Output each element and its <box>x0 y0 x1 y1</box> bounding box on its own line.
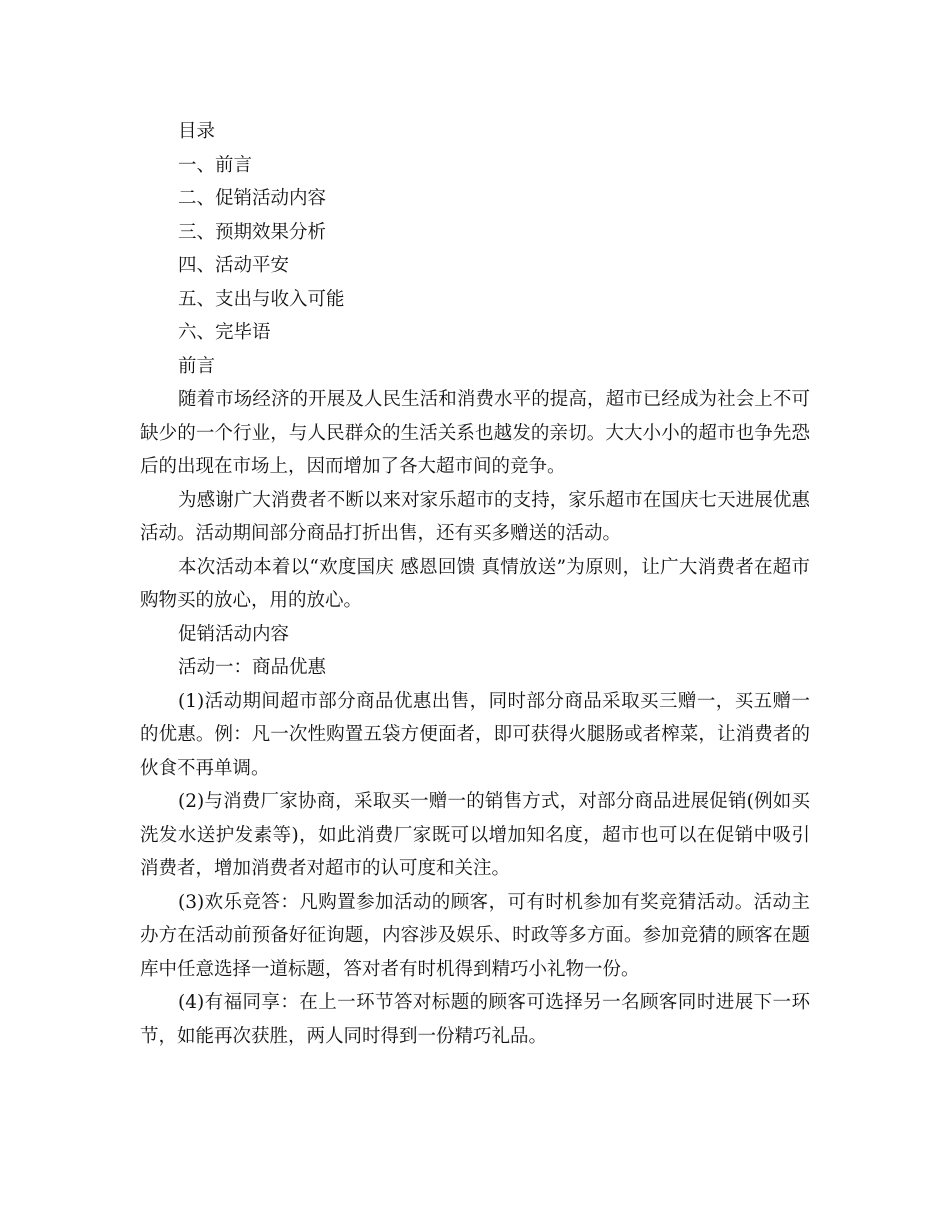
section-heading-preface: 前言 <box>178 355 216 377</box>
document-body <box>140 115 810 1053</box>
paragraph: 随着市场经济的开展及人民生活和消费水平的提高，超市已经成为社会上不可缺少的一个行业，与人民群众的生活关系也越发的亲切。大大小小的超市也争先恐后的出现在市场上，因而增加了各大超市间的竞争。 <box>140 389 810 477</box>
toc-title: 目录 <box>178 121 216 142</box>
paragraph: (4)有福同享：在上一环节答对标题的顾客可选择另一名顾客同时进展下一环节，如能再次获胜，两人同时得到一份精巧礼品。 <box>140 992 810 1047</box>
activity-title: 活动一：商品优惠 <box>178 657 327 678</box>
toc-item: 二、促销活动内容 <box>178 188 327 209</box>
toc-item: 四、活动平安 <box>178 255 290 276</box>
section-heading-promotion: 促销活动内容 <box>178 623 290 645</box>
paragraph: 本次活动本着以“欢度国庆 感恩回馈 真情放送”为原则，让广大消费者在超市购物买的放心，用的放心。 <box>140 556 810 611</box>
toc-item: 五、支出与收入可能 <box>178 288 345 310</box>
paragraph: (2)与消费厂家协商，采取买一赠一的销售方式，对部分商品进展促销(例如买洗发水送护发素等)，如此消费厂家既可以增加知名度，超市也可以在促销中吸引消费者，增加消费者对超市的认可度和关注。 <box>140 791 810 879</box>
toc-item: 六、完毕语 <box>178 322 271 343</box>
paragraph: (1)活动期间超市部分商品优惠出售，同时部分商品采取买三赠一，买五赠一的优惠。例：凡一次性购置五袋方便面者，即可获得火腿肠或者榨菜，让消费者的伙食不再单调。 <box>140 690 810 779</box>
paragraph: 为感谢广大消费者不断以来对家乐超市的支持，家乐超市在国庆七天进展优惠活动。活动期间部分商品打折出售，还有买多赠送的活动。 <box>140 489 810 544</box>
toc-item: 一、前言 <box>178 154 253 176</box>
toc-item: 三、预期效果分析 <box>178 221 327 243</box>
paragraph: (3)欢乐竞答：凡购置参加活动的顾客，可有时机参加有奖竞猜活动。活动主办方在活动前预备好征询题，内容涉及娱乐、时政等多方面。参加竞猜的顾客在题库中任意选择一道标题，答对者有时机得到精巧小礼物一份。 <box>140 891 810 980</box>
